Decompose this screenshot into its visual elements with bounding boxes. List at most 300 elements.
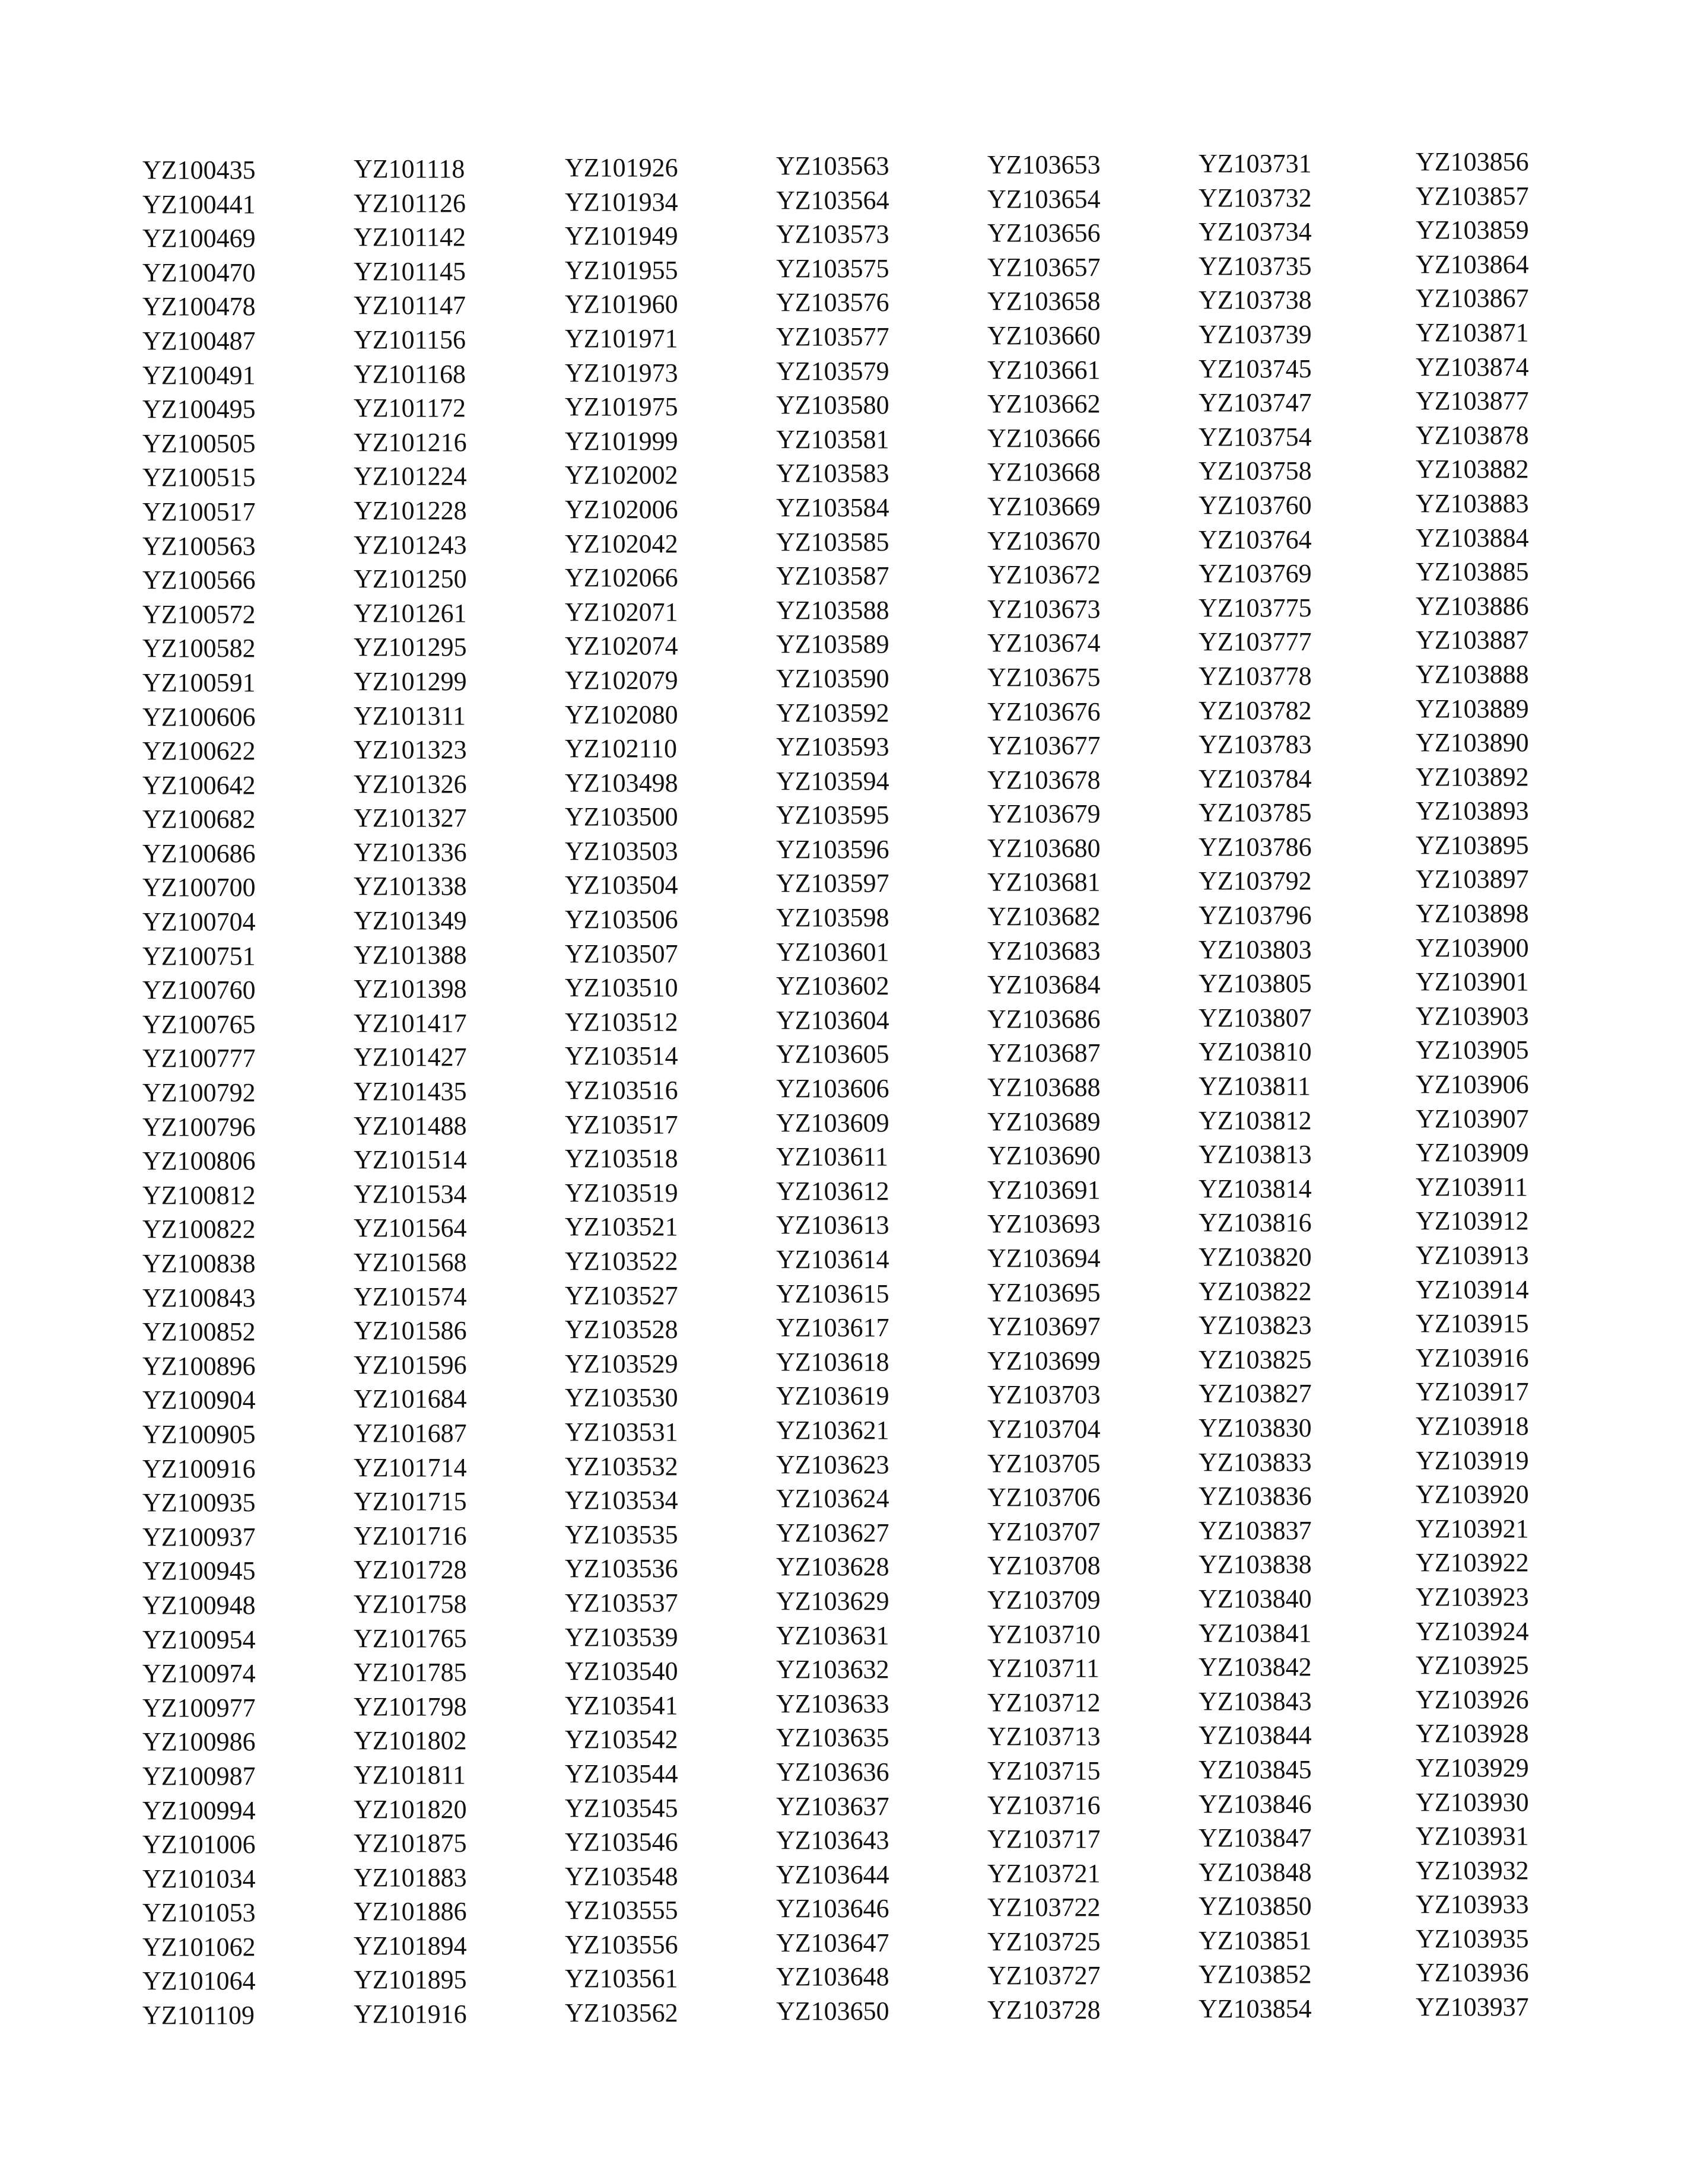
code-entry: YZ103713: [987, 1722, 1101, 1751]
code-entry: YZ103562: [565, 1998, 678, 2028]
code-entry: YZ101886: [354, 1897, 467, 1927]
code-entry: YZ101156: [354, 325, 466, 354]
code-entry: YZ100751: [142, 941, 256, 971]
code-entry: YZ103697: [987, 1312, 1101, 1341]
code-entry: YZ103662: [987, 389, 1101, 419]
code-entry: YZ103643: [776, 1826, 889, 1855]
code-entry: YZ101295: [354, 632, 467, 662]
code-entry: YZ101062: [142, 1932, 256, 1962]
code-entry: YZ103561: [565, 1964, 678, 1994]
code-entry: YZ100905: [142, 1419, 256, 1449]
code-entry: YZ103676: [987, 697, 1101, 726]
code-entry: YZ101894: [354, 1931, 467, 1960]
code-entry: YZ103583: [776, 459, 889, 488]
code-entry: YZ103629: [776, 1586, 889, 1616]
code-entry: YZ100517: [142, 497, 256, 526]
code-entry: YZ103738: [1199, 285, 1312, 315]
code-entry: YZ103514: [565, 1041, 678, 1071]
code-entry: YZ103888: [1416, 659, 1529, 689]
code-entry: YZ103644: [776, 1859, 889, 1889]
code-entry: YZ103595: [776, 800, 889, 830]
code-entry: YZ100686: [142, 838, 256, 868]
code-entry: YZ101398: [354, 974, 467, 1004]
code-entry: YZ101327: [354, 803, 467, 833]
code-entry: YZ103500: [565, 802, 678, 832]
code-entry: YZ103531: [565, 1417, 678, 1447]
code-entry: YZ101971: [565, 323, 678, 353]
code-entry: YZ103921: [1416, 1514, 1529, 1543]
code-entry: YZ101973: [565, 358, 678, 387]
code-entry: YZ103688: [987, 1073, 1101, 1102]
code-entry: YZ101586: [354, 1316, 467, 1346]
code-entry: YZ103623: [776, 1449, 889, 1479]
code-entry: YZ103503: [565, 836, 678, 866]
code-entry: YZ103522: [565, 1247, 678, 1276]
code-entry: YZ100591: [142, 667, 256, 697]
code-entry: YZ101147: [354, 291, 466, 320]
code-entry: YZ103615: [776, 1279, 889, 1308]
code-entry: YZ103548: [565, 1861, 678, 1891]
code-entry: YZ103666: [987, 423, 1101, 453]
code-entry: YZ103579: [776, 356, 889, 386]
code-entry: YZ103874: [1416, 352, 1529, 382]
code-entry: YZ103530: [565, 1383, 678, 1413]
code-entry: YZ103895: [1416, 830, 1529, 860]
code-entry: YZ103677: [987, 731, 1101, 761]
code-entry: YZ103731: [1199, 149, 1312, 178]
code-entry: YZ103589: [776, 630, 889, 659]
code-entry: YZ103812: [1199, 1105, 1312, 1135]
code-entry: YZ103843: [1199, 1686, 1312, 1716]
code-entry: YZ101417: [354, 1008, 467, 1038]
code-entry: YZ100435: [142, 155, 256, 185]
code-entry: YZ103893: [1416, 796, 1529, 826]
code-entry: YZ100700: [142, 873, 256, 902]
code-entry: YZ103783: [1199, 730, 1312, 759]
code-entry: YZ102074: [565, 631, 678, 661]
code-entry: YZ100642: [142, 770, 256, 800]
code-entry: YZ103775: [1199, 593, 1312, 622]
code-entry: YZ101916: [354, 1999, 467, 2029]
code-entry: YZ103898: [1416, 899, 1529, 929]
code-entry: YZ103859: [1416, 215, 1529, 245]
code-list-table: [142, 148, 1627, 2033]
code-entry: YZ103556: [565, 1929, 678, 1959]
code-entry: YZ103544: [565, 1759, 678, 1788]
code-entry: YZ100704: [142, 907, 256, 937]
code-entry: YZ101785: [354, 1658, 467, 1687]
code-column-1: [142, 153, 354, 2033]
code-entry: YZ103705: [987, 1448, 1101, 1478]
code-entry: YZ101568: [354, 1248, 467, 1277]
code-entry: YZ103594: [776, 766, 889, 796]
code-entry: YZ101955: [565, 255, 678, 285]
code-entry: YZ100974: [142, 1659, 256, 1689]
code-entry: YZ103846: [1199, 1789, 1312, 1819]
code-entry: YZ101811: [354, 1760, 466, 1789]
code-entry: YZ101034: [142, 1864, 256, 1893]
code-entry: YZ103878: [1416, 420, 1529, 450]
code-column-5: [987, 148, 1199, 2033]
code-entry: YZ103728: [987, 1995, 1101, 2025]
code-entry: YZ103588: [776, 595, 889, 625]
code-entry: YZ103905: [1416, 1035, 1529, 1065]
code-entry: YZ103541: [565, 1690, 678, 1720]
code-entry: YZ100796: [142, 1112, 256, 1142]
code-entry: YZ103909: [1416, 1138, 1529, 1168]
code-entry: YZ103633: [776, 1689, 889, 1718]
code-entry: YZ101053: [142, 1898, 256, 1928]
code-entry: YZ103534: [565, 1486, 678, 1515]
code-entry: YZ103606: [776, 1074, 889, 1104]
code-column-2: [354, 152, 565, 2033]
code-entry: YZ103851: [1199, 1925, 1312, 1955]
code-entry: YZ103611: [776, 1142, 889, 1172]
code-entry: YZ103704: [987, 1414, 1101, 1444]
code-entry: YZ103925: [1416, 1651, 1529, 1680]
code-entry: YZ101145: [354, 256, 466, 286]
code-entry: YZ103822: [1199, 1276, 1312, 1306]
code-entry: YZ103653: [987, 150, 1101, 179]
code-entry: YZ103521: [565, 1212, 678, 1242]
code-entry: YZ103686: [987, 1004, 1101, 1034]
code-entry: YZ103527: [565, 1280, 678, 1310]
code-entry: YZ103711: [987, 1654, 1100, 1683]
code-entry: YZ103504: [565, 870, 678, 900]
code-column-4: [776, 149, 987, 2033]
code-entry: YZ103596: [776, 834, 889, 864]
code-entry: YZ103924: [1416, 1616, 1529, 1646]
code-entry: YZ103725: [987, 1927, 1101, 1956]
code-entry: YZ100582: [142, 634, 256, 663]
code-entry: YZ103627: [776, 1518, 889, 1547]
code-entry: YZ103760: [1199, 490, 1312, 520]
code-entry: YZ103535: [565, 1519, 678, 1549]
code-entry: YZ100945: [142, 1556, 256, 1586]
code-entry: YZ103857: [1416, 181, 1529, 211]
code-entry: YZ103709: [987, 1585, 1101, 1614]
code-entry: YZ100792: [142, 1078, 256, 1108]
code-entry: YZ103907: [1416, 1104, 1529, 1133]
code-entry: YZ102080: [565, 700, 678, 729]
code-entry: YZ103581: [776, 424, 889, 454]
code-entry: YZ103754: [1199, 422, 1312, 452]
code-entry: YZ103539: [565, 1622, 678, 1652]
code-entry: YZ100935: [142, 1488, 256, 1518]
code-entry: YZ103506: [565, 905, 678, 934]
code-entry: YZ100495: [142, 395, 256, 424]
code-entry: YZ103656: [987, 218, 1101, 248]
code-entry: YZ103621: [776, 1415, 889, 1445]
code-entry: YZ100515: [142, 463, 256, 492]
code-entry: YZ103764: [1199, 524, 1312, 554]
code-entry: YZ103546: [565, 1827, 678, 1857]
code-entry: YZ103687: [987, 1038, 1101, 1068]
code-entry: YZ103886: [1416, 591, 1529, 621]
code-entry: YZ103683: [987, 936, 1101, 965]
code-entry: YZ103734: [1199, 217, 1312, 247]
code-entry: YZ103675: [987, 662, 1101, 692]
code-entry: YZ100606: [142, 702, 256, 732]
code-entry: YZ102042: [565, 529, 678, 558]
code-entry: YZ100904: [142, 1385, 256, 1415]
code-entry: YZ101168: [354, 359, 466, 389]
code-entry: YZ100441: [142, 189, 256, 219]
code-entry: YZ103842: [1199, 1652, 1312, 1682]
code-entry: YZ103650: [776, 1997, 889, 2026]
code-entry: YZ103597: [776, 869, 889, 898]
code-entry: YZ103844: [1199, 1721, 1312, 1750]
code-entry: YZ103619: [776, 1381, 889, 1411]
code-entry: YZ103545: [565, 1793, 678, 1823]
code-entry: YZ103691: [987, 1175, 1101, 1204]
code-entry: YZ100948: [142, 1590, 256, 1620]
code-entry: YZ103695: [987, 1277, 1101, 1307]
code-entry: YZ103716: [987, 1790, 1101, 1820]
code-entry: YZ103739: [1199, 319, 1312, 349]
code-entry: YZ103841: [1199, 1618, 1312, 1648]
code-entry: YZ101798: [354, 1692, 467, 1721]
code-entry: YZ103847: [1199, 1823, 1312, 1853]
code-entry: YZ103937: [1416, 1992, 1529, 2022]
code-entry: YZ103827: [1199, 1379, 1312, 1409]
code-entry: YZ100937: [142, 1522, 256, 1552]
code-entry: YZ101435: [354, 1077, 467, 1107]
code-entry: YZ103914: [1416, 1274, 1529, 1304]
code-entry: YZ103850: [1199, 1891, 1312, 1921]
code-entry: YZ103721: [987, 1858, 1101, 1888]
code-entry: YZ103609: [776, 1108, 889, 1137]
code-entry: YZ103735: [1199, 251, 1312, 281]
code-column-3: [565, 151, 776, 2033]
code-entry: YZ103784: [1199, 764, 1312, 793]
code-entry: YZ103777: [1199, 627, 1312, 657]
code-entry: YZ100806: [142, 1146, 256, 1176]
code-entry: YZ103747: [1199, 388, 1312, 418]
code-entry: YZ103660: [987, 320, 1101, 350]
code-entry: YZ103885: [1416, 557, 1529, 587]
code-entry: YZ103769: [1199, 559, 1312, 589]
code-entry: YZ103916: [1416, 1343, 1529, 1372]
code-entry: YZ103577: [776, 322, 889, 351]
code-entry: YZ103657: [987, 252, 1101, 282]
code-entry: YZ103512: [565, 1007, 678, 1037]
code-entry: YZ103852: [1199, 1960, 1312, 1989]
code-entry: YZ103617: [776, 1313, 889, 1343]
code-entry: YZ103712: [987, 1687, 1101, 1717]
code-entry: YZ102006: [565, 494, 678, 524]
code-entry: YZ100566: [142, 565, 256, 595]
code-entry: YZ103604: [776, 1005, 889, 1035]
code-entry: YZ101596: [354, 1350, 467, 1379]
code-entry: YZ101388: [354, 940, 467, 969]
code-entry: YZ103636: [776, 1757, 889, 1786]
code-entry: YZ103575: [776, 253, 889, 283]
code-entry: YZ101261: [354, 598, 467, 628]
code-entry: YZ103573: [776, 220, 889, 249]
code-entry: YZ101534: [354, 1179, 467, 1209]
code-entry: YZ101999: [565, 426, 678, 456]
code-entry: YZ103584: [776, 492, 889, 522]
code-entry: YZ103848: [1199, 1857, 1312, 1887]
code-entry: YZ103785: [1199, 798, 1312, 828]
code-entry: YZ101714: [354, 1452, 467, 1482]
code-entry: YZ103923: [1416, 1582, 1529, 1611]
code-entry: YZ103587: [776, 561, 889, 591]
code-entry: YZ103836: [1199, 1482, 1312, 1511]
code-entry: YZ103517: [565, 1110, 678, 1139]
code-entry: YZ103682: [987, 902, 1101, 932]
code-entry: YZ103820: [1199, 1242, 1312, 1271]
code-entry: YZ103900: [1416, 933, 1529, 962]
code-entry: YZ100765: [142, 1009, 256, 1039]
code-entry: YZ103913: [1416, 1241, 1529, 1270]
code-entry: YZ103693: [987, 1209, 1101, 1239]
code-entry: YZ103498: [565, 768, 678, 797]
code-entry: YZ101109: [142, 2001, 255, 2030]
code-entry: YZ103516: [565, 1076, 678, 1105]
code-entry: YZ103585: [776, 527, 889, 557]
code-entry: YZ101960: [565, 290, 678, 319]
code-entry: YZ103646: [776, 1894, 889, 1924]
code-entry: YZ100470: [142, 257, 256, 287]
code-entry: YZ101311: [354, 701, 466, 730]
code-entry: YZ103672: [987, 560, 1101, 590]
code-entry: YZ103715: [987, 1756, 1101, 1785]
code-entry: YZ102002: [565, 460, 678, 490]
code-entry: YZ103915: [1416, 1309, 1529, 1339]
code-entry: YZ101926: [565, 153, 678, 182]
code-entry: YZ103922: [1416, 1548, 1529, 1578]
code-entry: YZ101802: [354, 1726, 467, 1756]
code-entry: YZ100896: [142, 1351, 256, 1381]
code-entry: YZ101216: [354, 427, 467, 457]
code-entry: YZ103840: [1199, 1584, 1312, 1613]
code-entry: YZ103727: [987, 1961, 1101, 1991]
code-entry: YZ103613: [776, 1210, 889, 1240]
code-entry: YZ103576: [776, 288, 889, 317]
code-entry: YZ103628: [776, 1552, 889, 1582]
code-entry: YZ103536: [565, 1554, 678, 1584]
code-entry: YZ100563: [142, 531, 256, 561]
code-entry: YZ100838: [142, 1249, 256, 1278]
code-entry: YZ103897: [1416, 864, 1529, 894]
code-entry: YZ103882: [1416, 454, 1529, 484]
code-entry: YZ101118: [354, 154, 465, 183]
code-entry: YZ101715: [354, 1487, 467, 1517]
code-entry: YZ103810: [1199, 1037, 1312, 1067]
code-entry: YZ103871: [1416, 317, 1529, 347]
code-entry: YZ103654: [987, 184, 1101, 214]
code-entry: YZ103708: [987, 1551, 1101, 1581]
code-entry: YZ103912: [1416, 1206, 1529, 1236]
code-entry: YZ103632: [776, 1655, 889, 1684]
code-entry: YZ103811: [1199, 1072, 1311, 1101]
code-entry: YZ103892: [1416, 762, 1529, 791]
code-entry: YZ102066: [565, 563, 678, 593]
code-entry: YZ103681: [987, 867, 1101, 897]
code-entry: YZ103830: [1199, 1413, 1312, 1442]
code-entry: YZ102079: [565, 665, 678, 695]
code-entry: YZ102110: [565, 734, 678, 764]
code-entry: YZ103920: [1416, 1480, 1529, 1509]
code-entry: YZ101574: [354, 1282, 467, 1311]
code-entry: YZ103917: [1416, 1377, 1529, 1407]
code-entry: YZ101820: [354, 1794, 467, 1824]
code-entry: YZ103786: [1199, 832, 1312, 861]
code-entry: YZ103884: [1416, 523, 1529, 552]
code-entry: YZ103933: [1416, 1890, 1529, 1919]
code-entry: YZ103564: [776, 185, 889, 215]
code-entry: YZ103647: [776, 1928, 889, 1957]
code-entry: YZ101895: [354, 1965, 467, 1995]
code-entry: YZ101336: [354, 837, 467, 867]
code-entry: YZ101949: [565, 221, 678, 251]
code-entry: YZ103673: [987, 594, 1101, 624]
code-entry: YZ103563: [776, 151, 889, 180]
code-entry: YZ102071: [565, 597, 678, 627]
code-entry: YZ103694: [987, 1244, 1101, 1273]
code-entry: YZ101883: [354, 1862, 467, 1892]
code-entry: YZ103930: [1416, 1787, 1529, 1817]
code-entry: YZ100822: [142, 1215, 256, 1244]
code-entry: YZ101326: [354, 769, 467, 799]
code-entry: YZ103854: [1199, 1994, 1312, 2024]
code-entry: YZ103932: [1416, 1855, 1529, 1885]
code-entry: YZ103684: [987, 970, 1101, 1000]
code-entry: YZ103614: [776, 1245, 889, 1274]
code-entry: YZ103690: [987, 1141, 1101, 1171]
code-entry: YZ103510: [565, 973, 678, 1003]
code-entry: YZ103670: [987, 526, 1101, 555]
code-entry: YZ103519: [565, 1178, 678, 1207]
code-entry: YZ101064: [142, 1966, 256, 1996]
code-entry: YZ103631: [776, 1620, 889, 1650]
code-entry: YZ103658: [987, 287, 1101, 316]
code-entry: YZ103903: [1416, 1001, 1529, 1031]
code-entry: YZ100777: [142, 1044, 256, 1073]
code-entry: YZ103674: [987, 628, 1101, 658]
code-entry: YZ103926: [1416, 1684, 1529, 1714]
code-entry: YZ103864: [1416, 249, 1529, 279]
code-column-6: [1199, 147, 1410, 2033]
code-entry: YZ101349: [354, 906, 467, 936]
code-entry: YZ103928: [1416, 1719, 1529, 1749]
code-entry: YZ103648: [776, 1962, 889, 1992]
code-entry: YZ101758: [354, 1589, 467, 1619]
code-entry: YZ103518: [565, 1144, 678, 1174]
code-entry: YZ103592: [776, 698, 889, 727]
code-entry: YZ103507: [565, 939, 678, 968]
code-entry: YZ103732: [1199, 183, 1312, 212]
code-entry: YZ103529: [565, 1349, 678, 1378]
code-entry: YZ100491: [142, 360, 256, 390]
code-entry: YZ103778: [1199, 661, 1312, 691]
code-entry: YZ101564: [354, 1213, 467, 1243]
code-entry: YZ103918: [1416, 1411, 1529, 1441]
code-entry: YZ103814: [1199, 1174, 1312, 1203]
code-entry: YZ100622: [142, 736, 256, 766]
code-entry: YZ103805: [1199, 969, 1312, 999]
code-entry: YZ103889: [1416, 694, 1529, 723]
code-entry: YZ100760: [142, 975, 256, 1005]
code-entry: YZ100916: [142, 1454, 256, 1483]
code-entry: YZ103833: [1199, 1447, 1312, 1477]
code-entry: YZ101687: [354, 1418, 467, 1448]
code-entry: YZ103602: [776, 971, 889, 1001]
code-entry: YZ103807: [1199, 1003, 1312, 1032]
code-entry: YZ101934: [565, 187, 678, 217]
